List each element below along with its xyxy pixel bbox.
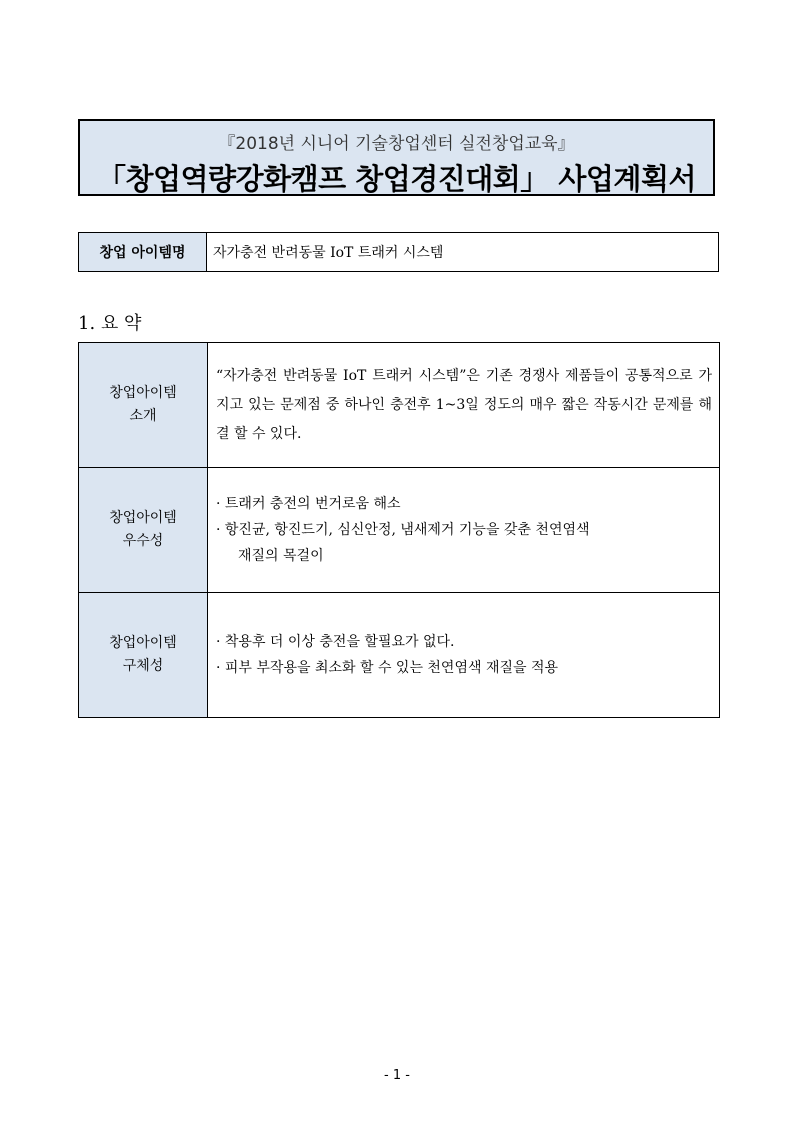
summary-row-intro bbox=[79, 343, 720, 468]
summary-content-specifics bbox=[208, 593, 720, 718]
summary-label-excellence-line1: 창업아이템 bbox=[109, 510, 177, 526]
summary-label-excellence-line2: 우수성 bbox=[122, 533, 164, 549]
summary-label-specifics-line1: 창업아이템 bbox=[109, 635, 177, 651]
document-title-box bbox=[78, 119, 715, 196]
summary-label-intro-line1: 창업아이템 bbox=[109, 385, 177, 401]
item-name-value: 자가충전 반려동물 IoT 트래커 시스템 bbox=[213, 245, 444, 261]
document-subtitle: 『2018년 시니어 기술창업센터 실전창업교육』 bbox=[218, 134, 575, 154]
item-name-label: 창업 아이템명 bbox=[79, 233, 207, 271]
excellence-bullet-1: · 트래커 충전의 번거로움 해소 bbox=[216, 496, 401, 512]
page-number: - 1 - bbox=[384, 1068, 410, 1083]
summary-label-intro-line2: 소개 bbox=[129, 408, 157, 424]
section-heading-summary: 1. 요 약 bbox=[78, 313, 142, 334]
summary-intro-text: “자가충전 반려동물 IoT 트래커 시스템”은 기존 경쟁사 제품들이 공통적으로 가지고 있는 문제점 중 하나인 충전후 1~3일 정도의 매우 짧은 작동시간 문제를 해결 할 수 있다. bbox=[216, 367, 712, 442]
document-title: 「창업역량강화캠프 창업경진대회」 사업계획서 bbox=[97, 162, 696, 196]
item-name-row bbox=[78, 232, 719, 272]
excellence-bullet-2: · 항진균, 항진드기, 심신안정, 냄새제거 기능을 갖춘 천연염색 bbox=[216, 522, 590, 538]
specifics-bullet-1: · 착용후 더 이상 충전을 할필요가 없다. bbox=[216, 634, 455, 650]
summary-label-specifics-line2: 구체성 bbox=[122, 658, 164, 674]
summary-content-excellence bbox=[208, 468, 720, 593]
excellence-bullet-2-continued: 재질의 목걸이 bbox=[238, 548, 324, 564]
summary-row-excellence bbox=[79, 468, 720, 593]
summary-label-specifics bbox=[79, 593, 208, 718]
summary-label-excellence bbox=[79, 468, 208, 593]
summary-content-intro bbox=[208, 343, 720, 468]
summary-table bbox=[78, 342, 720, 718]
summary-row-specifics bbox=[79, 593, 720, 718]
summary-label-intro bbox=[79, 343, 208, 468]
specifics-bullet-2: · 피부 부작용을 최소화 할 수 있는 천연염색 재질을 적용 bbox=[216, 660, 559, 676]
